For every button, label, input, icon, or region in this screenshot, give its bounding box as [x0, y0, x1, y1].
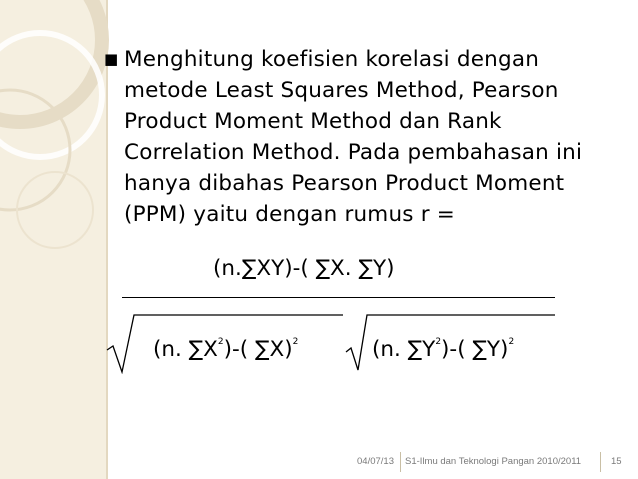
footer-page-number: 15: [611, 456, 622, 467]
bullet-line-2: metode Least Squares Method, Pearson: [124, 78, 559, 103]
bullet-line-3: Product Moment Method dan Rank: [124, 109, 502, 134]
formula-denominator-left: [153, 337, 298, 362]
bullet-paragraph: [104, 44, 624, 230]
den-right-exponent-2: 2: [508, 337, 515, 347]
den-right-exponent-1: 2: [435, 337, 442, 347]
bullet-line-1: [104, 44, 624, 75]
square-bullet-icon: ■: [104, 50, 119, 68]
footer-date: 04/07/13: [357, 456, 394, 467]
formula-numerator: (n.∑XY)-( ∑X. ∑Y): [213, 256, 395, 281]
bullet-text-1: Menghitung koefisien korelasi dengan: [124, 47, 540, 72]
bullet-line-4: Correlation Method. Pada pembahasan ini: [124, 140, 583, 165]
den-left-exponent-2: 2: [292, 337, 299, 347]
formula-denominator-right: [372, 337, 514, 362]
footer-separator: [600, 452, 601, 472]
den-left-part-a: (n. ∑X: [153, 337, 218, 362]
footer-source: S1-Ilmu dan Teknologi Pangan 2010/2011: [405, 456, 582, 467]
den-right-part-b: )-( ∑Y): [441, 337, 509, 362]
bullet-line-6: (PPM) yaitu dengan rumus r =: [124, 202, 455, 227]
fraction-bar: [122, 297, 555, 298]
den-left-exponent-1: 2: [217, 337, 224, 347]
bullet-line-5: hanya dibahas Pearson Product Moment: [124, 171, 565, 196]
den-right-part-a: (n. ∑Y: [372, 337, 436, 362]
footer-separator: [400, 452, 401, 472]
den-left-part-b: )-( ∑X): [223, 337, 293, 362]
